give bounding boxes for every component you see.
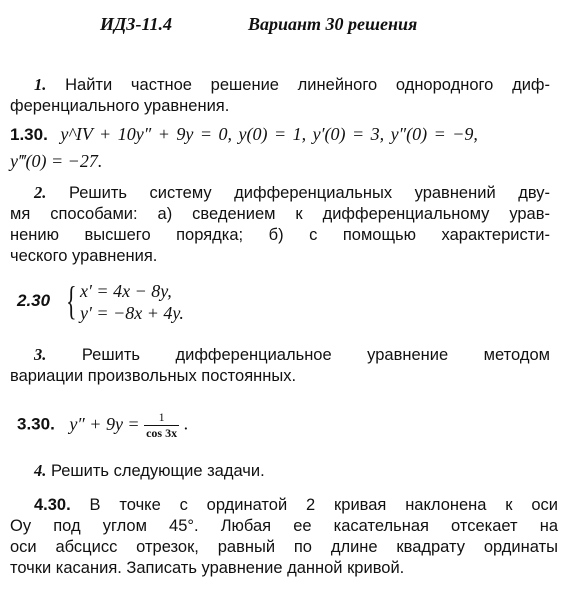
task3-problem-number: 3.30. xyxy=(17,414,55,434)
task3-text-line1: Решить дифференциальное уравнение методом xyxy=(81,346,550,364)
task2-text-line3: нению высшего порядка; б) с помощью характеристи- xyxy=(10,226,550,244)
task4-problem-number: 4.30. xyxy=(34,496,71,514)
task2-text-line4: ческого уравнения. xyxy=(10,247,158,265)
task3-eq-end: . xyxy=(183,413,189,434)
task4-p-line2: Oy под углом 45°. Любая ее касательная отсекает на xyxy=(10,517,558,535)
task2-sys-line2: y′ = −8x + 4y. xyxy=(80,303,184,323)
task4-problem xyxy=(10,495,558,579)
task2-number: 2. xyxy=(34,183,47,202)
task3-fraction xyxy=(144,410,179,441)
task4-number: 4. xyxy=(34,461,47,480)
task2-sys-line1: x′ = 4x − 8y, xyxy=(80,281,172,301)
system-brace: { xyxy=(66,278,77,323)
task2-text-line2: мя способами: а) сведением к дифференциальному урав- xyxy=(10,205,550,223)
task1-number: 1. xyxy=(34,75,47,94)
task4-p-line4: точки касания. Записать уравнение данной кривой. xyxy=(10,559,405,577)
task4-text-line1: Решить следующие задачи. xyxy=(50,462,265,480)
task1-problem-number: 1.30. xyxy=(10,125,48,144)
task2-text xyxy=(10,182,550,267)
task1-text-line1: Найти частное решение линейного однородного диф- xyxy=(65,76,550,94)
task2-problem-number: 2.30 xyxy=(17,291,51,310)
task3-number: 3. xyxy=(34,345,47,364)
task4-heading xyxy=(34,460,265,482)
doc-title: ИДЗ-11.4 xyxy=(100,14,172,34)
variant-title: Вариант 30 решения xyxy=(248,14,418,34)
task3-eq-left: y″ + 9y = xyxy=(69,413,140,434)
task2-text-line1: Решить систему дифференциальных уравнений дву- xyxy=(68,184,550,202)
fraction-denominator: cos 3x xyxy=(146,426,178,440)
task1-equation xyxy=(10,124,478,145)
task3-text-line2: вариации произвольных постоянных. xyxy=(10,367,297,385)
task3-equation xyxy=(17,410,188,441)
task4-p-line3: оси абсцисс отрезок, равный по длине квадрату ординаты xyxy=(10,538,558,556)
task1-text-line2: ференциального уравнения. xyxy=(10,97,230,115)
task1-text xyxy=(10,74,550,117)
task3-text xyxy=(10,344,550,387)
task4-p-line1: В точке с ординатой 2 кривая наклонена к оси xyxy=(89,496,558,514)
task1-eq-line1: y^IV + 10y″ + 9y = 0, y(0) = 1, y′(0) = 3, y″(0) = −9, xyxy=(60,124,478,144)
fraction-numerator: 1 xyxy=(144,410,179,426)
task1-eq-line2: y‴(0) = −27. xyxy=(10,151,103,171)
